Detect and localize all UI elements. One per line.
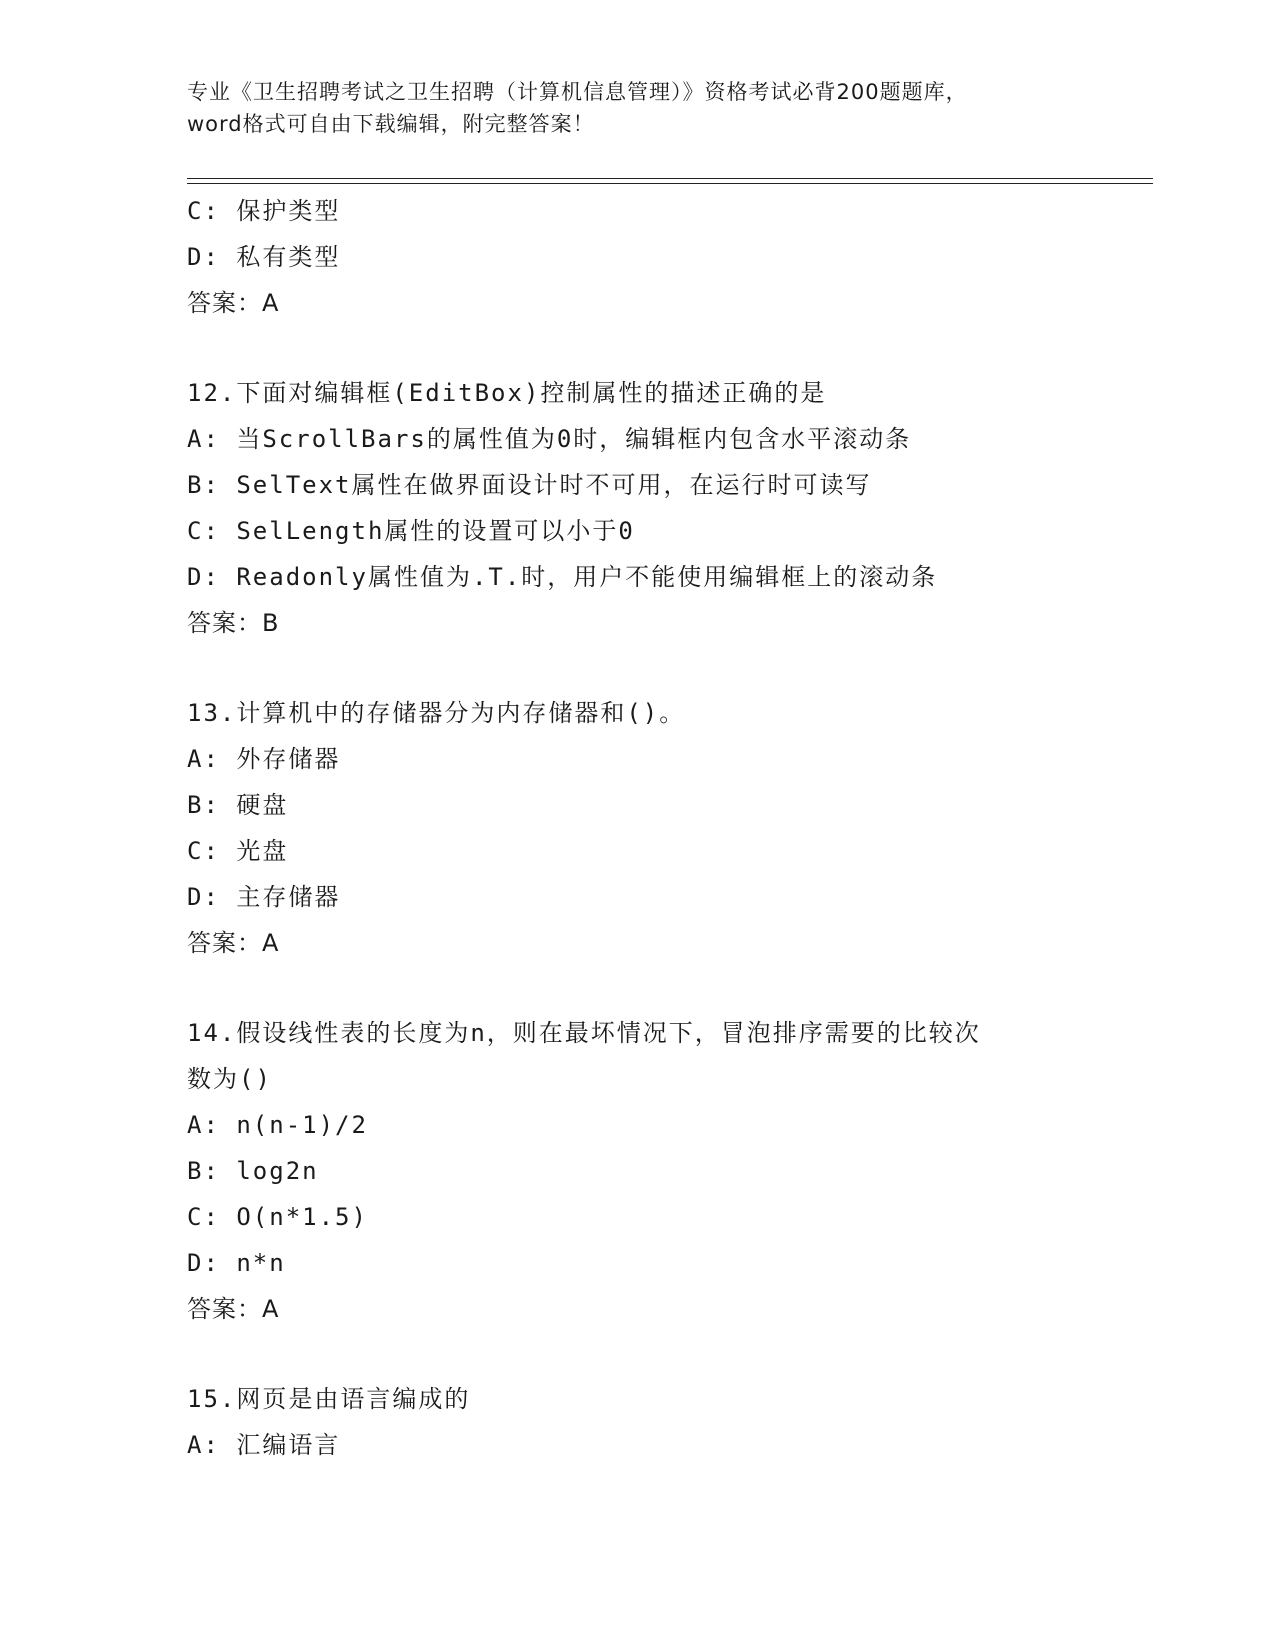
header-divider-bottom [187,183,1153,184]
answer: 答案：A [187,289,280,317]
header-title-line-1: 专业《卫生招聘考试之卫生招聘（计算机信息管理）》资格考试必背200题题库， [187,80,968,104]
header-divider-top [187,178,1153,179]
document-header [187,76,1087,140]
spacer [187,326,1087,370]
option-b: B: log2n [187,1157,319,1185]
question-text: 15.网页是由语言编成的 [187,1385,471,1413]
option-d: D: n*n [187,1249,286,1277]
question-11 [187,188,1087,326]
question-text: 13.计算机中的存储器分为内存储器和()。 [187,699,686,727]
question-15 [187,1376,1087,1468]
question-13 [187,690,1087,966]
question-text-line-1: 14.假设线性表的长度为n，则在最坏情况下，冒泡排序需要的比较次 [187,1019,981,1047]
answer: 答案：B [187,609,280,637]
option-b: B: SelText属性在做界面设计时不可用，在运行时可读写 [187,471,872,499]
option-a: A: 当ScrollBars的属性值为0时，编辑框内包含水平滚动条 [187,425,912,453]
option-b: B: 硬盘 [187,791,289,819]
spacer [187,966,1087,1010]
answer: 答案：A [187,1295,280,1323]
spacer [187,646,1087,690]
header-title-line-2: word格式可自由下载编辑，附完整答案！ [187,112,595,136]
option-c: C: SelLength属性的设置可以小于0 [187,517,635,545]
question-14 [187,1010,1087,1332]
question-text: 12.下面对编辑框(EditBox)控制属性的描述正确的是 [187,379,827,407]
spacer [187,1332,1087,1376]
option-c: C: 光盘 [187,837,289,865]
question-list [187,188,1087,1468]
answer: 答案：A [187,929,280,957]
question-text-line-2: 数为() [187,1065,272,1093]
option-c: C: O(n*1.5) [187,1203,368,1231]
question-12 [187,370,1087,646]
option-d: D: 私有类型 [187,243,341,271]
option-d: D: 主存储器 [187,883,341,911]
option-a: A: 外存储器 [187,745,341,773]
option-a: A: 汇编语言 [187,1431,341,1459]
option-a: A: n(n-1)/2 [187,1111,368,1139]
option-c: C: 保护类型 [187,197,341,225]
option-d: D: Readonly属性值为.T.时，用户不能使用编辑框上的滚动条 [187,563,938,591]
